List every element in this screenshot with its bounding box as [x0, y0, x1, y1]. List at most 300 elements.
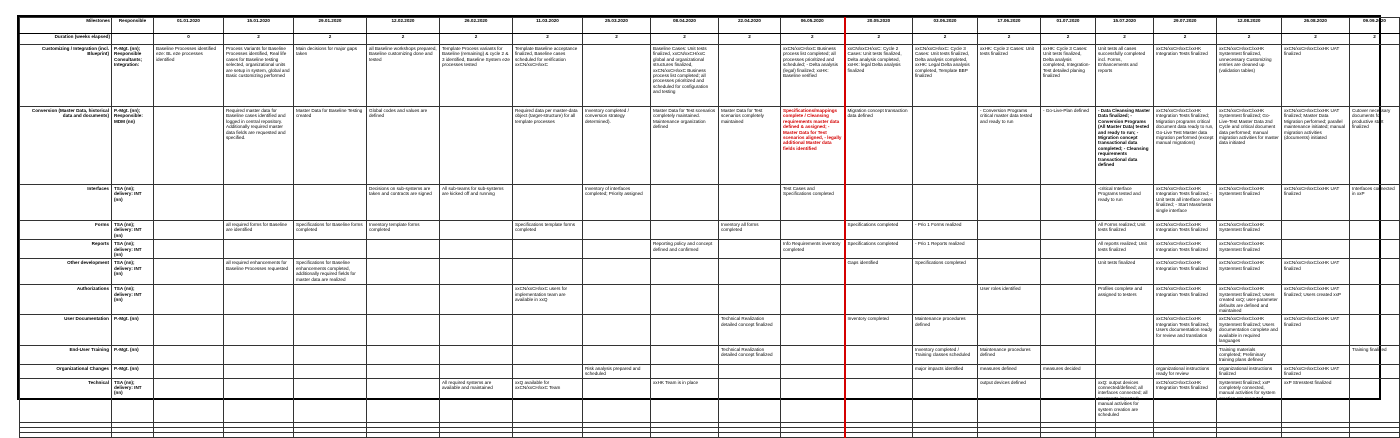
milestone-cell: Decisions on sub-systems are taken and contracts are signed [367, 185, 440, 221]
milestone-cell: xxCN/xxCH/xxC/xxHK Systemtest finalized; Go-Live-Test Master Data 2nd Cycle and critical document data performed; manual migration activities for master data initiated [1217, 107, 1282, 185]
milestone-cell [913, 185, 978, 221]
milestone-cell [513, 364, 583, 378]
milestone-cell [651, 221, 719, 240]
milestone-cell: xxCN/xxCH/xxC/xxHK Integration Tests finalized [1154, 240, 1217, 259]
milestone-cell [294, 240, 367, 259]
milestone-cell [154, 345, 224, 364]
milestone-cell [367, 378, 440, 422]
workstream-row [20, 378, 1400, 422]
duration-weeks: 2 [781, 34, 845, 45]
responsible-cell: TSA (nn); delivery: INT (nn) [112, 185, 154, 221]
milestone-cell: xxCN/xxCH/xxC/xxHK UAT finalized [1282, 259, 1350, 285]
milestone-cell [845, 285, 913, 315]
workstream-label: Technical [20, 378, 112, 422]
milestone-cell [440, 315, 513, 345]
milestone-cell [845, 364, 913, 378]
milestone-cell: Inventory template forms completed [367, 221, 440, 240]
milestone-cell: Process Variants for Baseline Processes identified, Real life cases for Baseline testing selected, organizational units are setup in system, global and Basic customizing performed [224, 45, 294, 107]
milestone-cell: Unit tests finalized [1096, 259, 1154, 285]
milestone-cell: Inventory all forms completed [719, 221, 781, 240]
milestone-cell [1350, 240, 1400, 259]
empty-cell [513, 432, 583, 437]
milestone-cell: xxP Stresstest finalized [1282, 378, 1350, 422]
milestone-cell: organizational instructions finalized [1217, 364, 1282, 378]
milestone-cell [440, 107, 513, 185]
milestone-cell [913, 285, 978, 315]
workstream-row [20, 240, 1400, 259]
duration-weeks: 2 [294, 34, 367, 45]
milestone-cell [719, 378, 781, 422]
milestone-date: 03.06.2020 [913, 18, 978, 34]
workstream-label: Authorizations [20, 285, 112, 315]
responsible-cell: TSA (nn); delivery: INT (nn) [112, 221, 154, 240]
milestone-cell: xxCN/xxCH/xxC: Cycle 3 Cases: Unit tests finalized, Delta analysis completed, xxHK: Legal Delta analysis completed, Template BBP finalized [913, 45, 978, 107]
duration-weeks: 2 [1350, 34, 1400, 45]
milestone-cell [781, 345, 845, 364]
milestone-cell: xxHK: Cycle 3 Cases: Unit tests finalized, Delta analysis completed, Integration-Test detailed planing finalized [1041, 45, 1096, 107]
milestone-cell: - Prio 1 Forms realized [913, 221, 978, 240]
workstream-row [20, 285, 1400, 315]
milestone-cell [367, 315, 440, 345]
empty-cell [367, 432, 440, 437]
milestone-cell [1041, 240, 1096, 259]
milestone-date: 22.04.2020 [719, 18, 781, 34]
milestone-cell [781, 259, 845, 285]
duration-weeks: 2 [1282, 34, 1350, 45]
milestone-cell [440, 285, 513, 315]
workstream-label: Customizing / Integration (incl. Blueprint) [20, 45, 112, 107]
duration-weeks: 2 [367, 34, 440, 45]
milestone-cell [651, 185, 719, 221]
milestone-cell: Unit tests all cases successfully completed incl. Forms, Enhancements and reports [1096, 45, 1154, 107]
milestone-cell [978, 240, 1041, 259]
milestone-cell: xxCN/xxCH/xxC/xxHK Integration Tests finalized [1154, 285, 1217, 315]
empty-cell [224, 432, 294, 437]
milestone-cell: Specifications completed [845, 240, 913, 259]
milestone-cell: Gaps identified [845, 259, 913, 285]
milestone-cell: xxCN/xxCH/xxC/xxHK UAT finalized [1282, 45, 1350, 107]
milestone-cell: Reporting policy and concept defined and confirmed [651, 240, 719, 259]
workstream-label: Organizational Changes [20, 364, 112, 378]
duration-weeks: 2 [845, 34, 913, 45]
empty-row [20, 432, 1400, 437]
milestone-cell [781, 221, 845, 240]
milestone-cell [367, 345, 440, 364]
milestone-cell [651, 315, 719, 345]
duration-weeks: 2 [513, 34, 583, 45]
milestone-cell [719, 185, 781, 221]
milestone-cell [294, 364, 367, 378]
empty-cell [112, 432, 154, 437]
duration-weeks: 2 [440, 34, 513, 45]
empty-cell [913, 432, 978, 437]
milestone-cell: xxCN/xxCH/xxC/xxHK Integration Tests finalized [1154, 378, 1217, 422]
milestone-cell [224, 364, 294, 378]
milestone-cell [651, 285, 719, 315]
milestone-date: 26.08.2020 [1282, 18, 1350, 34]
milestone-table [19, 17, 1400, 438]
workstream-row [20, 364, 1400, 378]
milestone-cell [224, 315, 294, 345]
responsible-cell: P.-Mgt. (nn); Responsible Consultants; Integration: [112, 45, 154, 107]
milestone-cell [1350, 364, 1400, 378]
workstream-label: Reports [20, 240, 112, 259]
milestone-cell: User roles identified [978, 285, 1041, 315]
milestone-cell: major impacts identified [913, 364, 978, 378]
milestone-cell: measures defined [978, 364, 1041, 378]
milestone-cell: Training materials completed; Preliminary training plans defined [1217, 345, 1282, 364]
milestone-date: 11.03.2020 [513, 18, 583, 34]
milestone-cell: xxQ: output devices connected/defined; all interfaces connected; all transports imported; manual activities for system creation are scheduled [1096, 378, 1154, 422]
milestone-cell [224, 185, 294, 221]
duration-weeks: 2 [1154, 34, 1217, 45]
milestone-cell [1282, 345, 1350, 364]
milestone-cell: xxCN/xxCH/xxC/xxHK Integration Tests finalized [1154, 221, 1217, 240]
milestone-cell [1041, 378, 1096, 422]
milestone-cell: xxQ available for xxCN/xxCH/xxC Team [513, 378, 583, 422]
milestone-cell: xxCN/xxCH/xxC: Cycle 2 Cases: Unit tests finalized, Delta analysis completed, xxHK: legal Delta analysis finalized [845, 45, 913, 107]
milestone-cell [367, 259, 440, 285]
milestone-cell: Info Requirements inventory completed [781, 240, 845, 259]
milestone-cell [978, 315, 1041, 345]
milestone-cell [367, 364, 440, 378]
milestone-cell [513, 345, 583, 364]
empty-cell [719, 432, 781, 437]
milestone-plan-sheet [17, 15, 1395, 417]
milestone-cell [583, 378, 651, 422]
milestone-cell [513, 259, 583, 285]
milestone-cell: Interfaces connected in xxP [1350, 185, 1400, 221]
milestone-cell [913, 378, 978, 422]
milestone-cell [154, 364, 224, 378]
milestone-cell [719, 45, 781, 107]
workstream-label: Conversion (Master Data, historical data and documents) [20, 107, 112, 185]
milestone-cell [583, 221, 651, 240]
milestone-cell: xxCN/xxCH/xxC users for implementation team are available in xxQ [513, 285, 583, 315]
duration-weeks: 2 [978, 34, 1041, 45]
milestone-cell: xxCN/xxCH/xxC/xxHK UAT finalized; Master Data Migration performed; parallel maintenance initiated; manual migration activities (documents) initiated [1282, 107, 1350, 185]
milestone-cell: xxCN/xxCH/xxC/xxHK Systemtest finalized [1217, 259, 1282, 285]
milestone-cell [1096, 315, 1154, 345]
milestone-cell [978, 259, 1041, 285]
milestone-cell [440, 345, 513, 364]
workstream-label: Interfaces [20, 185, 112, 221]
milestone-cell: Baseline Processes identified e2e: BL e2e processes identified [154, 45, 224, 107]
milestone-cell [845, 345, 913, 364]
workstream-label: End-User Training [20, 345, 112, 364]
milestone-date: 06.05.2020 [781, 18, 845, 34]
milestone-date: 09.09.2020 [1350, 18, 1400, 34]
milestone-cell [1350, 285, 1400, 315]
milestone-cell: All sub-teams for sub-systems are kicked off and running [440, 185, 513, 221]
milestone-cell: all Baseline workshops prepared, Baseline customizing done and tested [367, 45, 440, 107]
milestone-cell [154, 221, 224, 240]
milestone-cell [294, 378, 367, 422]
milestone-cell [1282, 221, 1350, 240]
milestone-cell [154, 378, 224, 422]
workstream-row [20, 107, 1400, 185]
milestone-cell: Profiles complete and assigned to testers [1096, 285, 1154, 315]
milestone-cell [781, 364, 845, 378]
milestone-date: 12.08.2020 [1217, 18, 1282, 34]
milestone-cell [1096, 364, 1154, 378]
milestone-date: 29.07.2020 [1154, 18, 1217, 34]
milestone-cell: Maintenance procedures defined [913, 315, 978, 345]
milestone-date: 20.05.2020 [845, 18, 913, 34]
milestone-cell: Inventory of interfaces completed; Priority assigned [583, 185, 651, 221]
milestones-header-row [20, 18, 1400, 34]
milestone-cell: xxCN/xxCH/xxC/xxHK Systemtest finalized; Users documentation complete and available in required languages [1217, 315, 1282, 345]
milestone-cell: all required forms for Baseline are identified [224, 221, 294, 240]
milestone-cell: Maintenance procedures defined [978, 345, 1041, 364]
milestone-cell: All Forms realized; Unit tests finalized [1096, 221, 1154, 240]
milestone-cell: Systemtest finalized; xxP completely connected, manual activities for system creation are executed [1217, 378, 1282, 422]
milestone-cell [1350, 45, 1400, 107]
milestone-cell: output devices defined [978, 378, 1041, 422]
milestone-cell: Cutover necessary documents for productive start finalized [1350, 107, 1400, 185]
milestone-date: 15.07.2020 [1096, 18, 1154, 34]
milestone-cell: Specifications completed [845, 221, 913, 240]
milestone-cell [583, 315, 651, 345]
milestone-cell [224, 378, 294, 422]
milestone-cell [224, 345, 294, 364]
milestone-date: 15.01.2020 [224, 18, 294, 34]
workstream-label: Other development [20, 259, 112, 285]
milestone-cell: xxCN/xxCH/xxC/xxHK Integration Tests finalized; Users documentation ready for review and translation [1154, 315, 1217, 345]
milestone-date: 29.01.2020 [294, 18, 367, 34]
milestone-cell: Specifications template forms completed [513, 221, 583, 240]
milestone-cell: measures decided [1041, 364, 1096, 378]
milestone-cell [845, 185, 913, 221]
milestone-cell: Migration concept transaction data defined [845, 107, 913, 185]
empty-cell [651, 432, 719, 437]
workstream-row [20, 45, 1400, 107]
responsible-cell: P.-Mgt. (nn) [112, 345, 154, 364]
milestone-cell [719, 259, 781, 285]
milestone-cell: Risk analysis prepared and scheduled [583, 364, 651, 378]
milestone-cell [440, 364, 513, 378]
milestone-cell: - Data Cleansing Master Data finalized; - Conversion Programs (All Master Data) tested and ready to run; - Migration concept transactional data completed; - Cleansing requirements transactional data defined [1096, 107, 1154, 185]
milestone-cell [651, 364, 719, 378]
milestone-cell: Baseline Cases: Unit tests finalized, xxCN/xxCH/xxC global and organizational structures finalized, xxCN/xxCH/xxC Business process list completed; all processes prioritized and scheduled for configuration and testing [651, 45, 719, 107]
milestone-cell: Required master data for Baseline cases identified and logged in central repository. Additionally required master data fields are requested and specified. [224, 107, 294, 185]
milestone-cell [781, 285, 845, 315]
milestone-cell: Inventory completed / conversion strategy determined). [583, 107, 651, 185]
milestone-cell: Training finalized [1350, 345, 1400, 364]
milestone-cell: Technical Realization detailed concept finalized [719, 315, 781, 345]
milestone-date: 17.06.2020 [978, 18, 1041, 34]
empty-cell [154, 432, 224, 437]
milestone-cell: Test Cases and Specifications completed [781, 185, 845, 221]
empty-cell [20, 432, 112, 437]
responsible-cell: TSA (nn); delivery: INT (nn) [112, 285, 154, 315]
milestone-cell: Master Data for Baseline Testing created [294, 107, 367, 185]
responsible-cell: TSA (nn); delivery: INT (nn) [112, 240, 154, 259]
workstream-label: Forms [20, 221, 112, 240]
milestone-cell: -critical Interface Programs tested and ready to run [1096, 185, 1154, 221]
milestone-cell: Template Process variants for Baseline (remaining) & cycle 2 & 3 identified, Baseline System e2e processes tested [440, 45, 513, 107]
milestone-cell: xxCN/xxCH/xxC/xxHK Integration Tests finalized; -Unit tests all interface cases finalized; - Start Mass/tests single interface [1154, 185, 1217, 221]
milestone-cell [440, 221, 513, 240]
empty-cell [583, 432, 651, 437]
milestone-cell [651, 259, 719, 285]
milestone-cell [651, 345, 719, 364]
milestone-cell: xxCN/xxCH/xxC/xxHK Systemtest finalized, unnecessary Customizing entries are cleaned up (validation tables) [1217, 45, 1282, 107]
milestone-cell [294, 345, 367, 364]
milestones-label: Milestones [20, 18, 112, 34]
milestone-cell: All required systems are available and maintained [440, 378, 513, 422]
milestone-cell [583, 259, 651, 285]
milestone-cell: Inventory completed [845, 315, 913, 345]
milestone-cell: xxCN/xxCH/xxC/xxHK UAT finalized [1282, 185, 1350, 221]
milestone-cell [781, 315, 845, 345]
milestone-cell [1350, 315, 1400, 345]
milestone-date: 08.04.2020 [651, 18, 719, 34]
empty-cell [1154, 432, 1217, 437]
milestone-cell: Specifications completed [913, 259, 978, 285]
milestone-cell [845, 378, 913, 422]
milestone-cell [154, 185, 224, 221]
milestone-cell: Required data per master-data object (target-structure) for all template processes [513, 107, 583, 185]
milestone-cell [719, 364, 781, 378]
milestone-date: 25.03.2020 [583, 18, 651, 34]
empty-cell [440, 432, 513, 437]
milestone-cell [224, 240, 294, 259]
milestone-cell [513, 185, 583, 221]
milestone-cell [1041, 345, 1096, 364]
milestone-cell [1041, 285, 1096, 315]
milestone-cell: all required enhancements for Baseline Processes requested [224, 259, 294, 285]
duration-weeks: 2 [651, 34, 719, 45]
milestone-cell [154, 259, 224, 285]
milestone-cell [513, 315, 583, 345]
responsible-cell: P.-Mgt. (nn) [112, 364, 154, 378]
milestone-cell [1041, 221, 1096, 240]
milestone-cell: Specifications for Baseline forms completed [294, 221, 367, 240]
milestone-cell [224, 285, 294, 315]
workstream-row [20, 345, 1400, 364]
milestone-cell [1041, 315, 1096, 345]
milestone-date: 12.02.2020 [367, 18, 440, 34]
milestone-date: 01.07.2020 [1041, 18, 1096, 34]
milestone-cell: xxCN/xxCH/xxC/xxHK Integration Tests finalized [1154, 259, 1217, 285]
milestone-cell [1350, 378, 1400, 422]
empty-cell [845, 432, 913, 437]
milestone-cell: xxCN/xxCH/xxC/xxHK Systemtest finalized [1217, 221, 1282, 240]
milestone-cell [367, 240, 440, 259]
milestone-cell: xxHK: Cycle 2 Cases: Unit tests finalized [978, 45, 1041, 107]
milestone-cell [294, 315, 367, 345]
milestone-cell: - Conversion Programs critical master data tested and ready to run [978, 107, 1041, 185]
milestone-cell [1350, 259, 1400, 285]
responsible-label: Responsible [112, 18, 154, 34]
responsible-cell: TSA (nn); delivery: INT (nn) [112, 378, 154, 422]
milestone-cell: - Go-Live-Plan defined [1041, 107, 1096, 185]
milestone-cell [1041, 185, 1096, 221]
empty-cell [294, 432, 367, 437]
milestone-cell: xxCN/xxCH/xxC/xxHK UAT finalized [1282, 364, 1350, 378]
empty-cell [1217, 432, 1282, 437]
milestone-cell: - Prio 1 Reports realized [913, 240, 978, 259]
milestone-cell [719, 240, 781, 259]
duration-label: Duration (weeks elapsed) [20, 34, 112, 45]
milestone-cell [583, 345, 651, 364]
milestone-cell [513, 240, 583, 259]
duration-resp-blank [112, 34, 154, 45]
workstream-row [20, 185, 1400, 221]
empty-cell [1096, 432, 1154, 437]
empty-cell [1041, 432, 1096, 437]
milestone-cell: xxCN/xxCH/xxC/xxHK UAT finalized; Users created xxP [1282, 285, 1350, 315]
milestone-cell: xxHK Team is in place [651, 378, 719, 422]
duration-weeks: 2 [913, 34, 978, 45]
milestone-cell: xxCN/xxCH/xxC/xxHK Systemtest finalized [1217, 240, 1282, 259]
workstream-label: User Documentation [20, 315, 112, 345]
milestone-cell: organizational instructions ready for review [1154, 364, 1217, 378]
duration-weeks: 2 [1041, 34, 1096, 45]
milestone-cell [440, 259, 513, 285]
milestone-cell [719, 285, 781, 315]
milestone-cell [583, 285, 651, 315]
milestone-cell: Template Baseline acceptance finalized, Baseline cases scheduled for verification xxCN/xxCH/xxC [513, 45, 583, 107]
duration-weeks: 2 [1096, 34, 1154, 45]
responsible-cell: TSA (nn); delivery: INT (nn) [112, 259, 154, 285]
milestone-cell: xxCN/xxCH/xxC Business process list completed; all processes prioritized and scheduled; - Delta analysis (legal) finalized; xxHK: Baseline verified [781, 45, 845, 107]
empty-cell [978, 432, 1041, 437]
milestone-cell [440, 240, 513, 259]
milestone-cell: Master Data for Test scenarios completely maintained [719, 107, 781, 185]
milestone-date: 01.01.2020 [154, 18, 224, 34]
milestone-cell [1041, 259, 1096, 285]
milestone-cell: xxCN/xxCH/xxC/xxHK Integration Tests finalized [1154, 45, 1217, 107]
milestone-cell: Specifications/mappings complete / Cleansing requirements master data defined & assigned; - Master Data for Test scenarios aligned, - legally additional Master data fields identified [781, 107, 845, 185]
milestone-cell [1350, 221, 1400, 240]
empty-cell [1282, 432, 1350, 437]
duration-weeks: 2 [1217, 34, 1282, 45]
duration-weeks: 2 [719, 34, 781, 45]
milestone-cell [154, 240, 224, 259]
milestone-cell [978, 221, 1041, 240]
milestone-cell: Technical Realization detailed concept finalized [719, 345, 781, 364]
milestone-cell: Specifications for Baseline enhancements completed, additionally required fields for master data are realized [294, 259, 367, 285]
workstream-row [20, 221, 1400, 240]
milestone-cell: Inventory completed / Training classes scheduled [913, 345, 978, 364]
milestone-cell [978, 185, 1041, 221]
workstream-row [20, 259, 1400, 285]
milestone-cell [583, 45, 651, 107]
milestone-cell: xxCN/xxCH/xxC/xxHK Systemtest finalized; Users created xxQ; user-parameter defaults are defined and maintained [1217, 285, 1282, 315]
milestone-cell [1096, 345, 1154, 364]
milestone-cell: All reports realized; Unit tests finalized [1096, 240, 1154, 259]
duration-weeks: 0 [154, 34, 224, 45]
milestone-cell: xxCN/xxCH/xxC/xxHK UAT finalized [1282, 315, 1350, 345]
milestone-cell: Master Data for Test scenarios completely maintained. Maintenance organization defined [651, 107, 719, 185]
milestone-cell [367, 285, 440, 315]
milestone-cell [1154, 345, 1217, 364]
milestone-cell [913, 107, 978, 185]
duration-weeks: 2 [224, 34, 294, 45]
milestone-cell: Global codes and values are defined [367, 107, 440, 185]
responsible-cell: P.-Mgt. (nn) [112, 315, 154, 345]
duration-header-row [20, 34, 1400, 45]
milestone-cell [294, 185, 367, 221]
milestone-cell [294, 285, 367, 315]
milestone-cell [154, 315, 224, 345]
milestone-cell [781, 378, 845, 422]
milestone-cell [154, 107, 224, 185]
milestone-cell [583, 240, 651, 259]
milestone-cell: xxCN/xxCH/xxC/xxHK Integration Tests finalized; Migration programs critical document data ready to run, Go-Live Test Master data migration performed (except manual migrations) [1154, 107, 1217, 185]
